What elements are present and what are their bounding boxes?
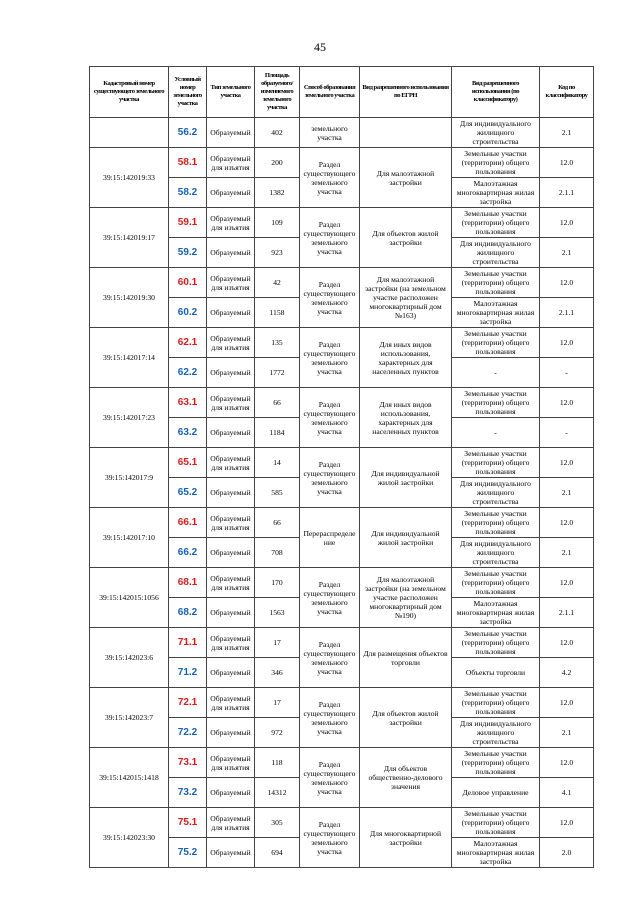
header-permitted-use-classifier: Вид разрешенного использования (по классификатору): [452, 67, 540, 118]
classifier-code: 2.1: [540, 478, 594, 508]
plot-type: Образуемый для изъятия: [207, 748, 255, 778]
conditional-number: 72.2: [169, 718, 207, 748]
formation-method: Раздел существующего земельного участка: [300, 448, 360, 508]
cadastral-number: [90, 118, 169, 148]
plot-type: Образуемый: [207, 538, 255, 568]
formation-method: Раздел существующего земельного участка: [300, 148, 360, 208]
conditional-number: 71.2: [169, 658, 207, 688]
permitted-use-classifier: Земельные участки (территории) общего пользования: [452, 388, 540, 418]
header-plot-type: Тип земельного участка: [207, 67, 255, 118]
classifier-code: 2.1: [540, 538, 594, 568]
classifier-code: 2.1: [540, 118, 594, 148]
permitted-use-classifier: Земельные участки (территории) общего пользования: [452, 148, 540, 178]
table-row: [90, 628, 594, 658]
header-permitted-use-egrn: Вид разрешенного использования по ЕГРН: [360, 67, 452, 118]
plot-type: Образуемый: [207, 238, 255, 268]
plot-area: 170: [255, 568, 300, 598]
formation-method: Раздел существующего земельного участка: [300, 808, 360, 868]
formation-method: Перераспределение: [300, 508, 360, 568]
conditional-number: 73.2: [169, 778, 207, 808]
plot-type: Образуемый для изъятия: [207, 208, 255, 238]
cadastral-number: 39:15:142023:6: [90, 628, 169, 688]
plot-area: 135: [255, 328, 300, 358]
plot-area: 17: [255, 628, 300, 658]
classifier-code: 12.0: [540, 568, 594, 598]
classifier-code: 2.1: [540, 238, 594, 268]
table-row: [90, 688, 594, 718]
permitted-use-classifier: Земельные участки (территории) общего пользования: [452, 328, 540, 358]
permitted-use-classifier: Для индивидуального жилищного строительства: [452, 478, 540, 508]
plot-type: Образуемый для изъятия: [207, 568, 255, 598]
classifier-code: 12.0: [540, 448, 594, 478]
conditional-number: 73.1: [169, 748, 207, 778]
conditional-number: 56.2: [169, 118, 207, 148]
plot-type: Образуемый для изъятия: [207, 328, 255, 358]
plot-area: 1158: [255, 298, 300, 328]
cadastral-number: 39:15:142019:30: [90, 268, 169, 328]
conditional-number: 68.2: [169, 598, 207, 628]
conditional-number: 65.1: [169, 448, 207, 478]
permitted-use-classifier: Для индивидуального жилищного строительства: [452, 238, 540, 268]
conditional-number: 75.2: [169, 838, 207, 868]
table-row: [90, 808, 594, 838]
classifier-code: 12.0: [540, 508, 594, 538]
permitted-use-classifier: Земельные участки (территории) общего пользования: [452, 208, 540, 238]
plot-type: Образуемый для изъятия: [207, 808, 255, 838]
conditional-number: 72.1: [169, 688, 207, 718]
conditional-number: 62.1: [169, 328, 207, 358]
cadastral-number: 39:15:142015:1418: [90, 748, 169, 808]
plot-type: Образуемый: [207, 778, 255, 808]
header-conditional-number: Условный номер земельного участка: [169, 67, 207, 118]
permitted-use-egrn: Для размещения объектов торговли: [360, 628, 452, 688]
plot-area: 66: [255, 508, 300, 538]
classifier-code: 2.1.1: [540, 298, 594, 328]
plot-type: Образуемый: [207, 358, 255, 388]
plot-area: 1184: [255, 418, 300, 448]
table-header-row: [90, 67, 594, 118]
permitted-use-classifier: Объекты торговли: [452, 658, 540, 688]
classifier-code: 2.1.1: [540, 598, 594, 628]
permitted-use-egrn: Для иных видов использования, характерных для населенных пунктов: [360, 388, 452, 448]
cadastral-number: 39:15:142017:14: [90, 328, 169, 388]
plot-area: 14: [255, 448, 300, 478]
permitted-use-classifier: Земельные участки (территории) общего пользования: [452, 568, 540, 598]
plot-area: 14312: [255, 778, 300, 808]
formation-method: Раздел существующего земельного участка: [300, 388, 360, 448]
cadastral-number: 39:15:142017:10: [90, 508, 169, 568]
conditional-number: 68.1: [169, 568, 207, 598]
classifier-code: 2.0: [540, 838, 594, 868]
land-plots-table: [89, 66, 594, 868]
plot-type: Образуемый: [207, 478, 255, 508]
permitted-use-egrn: Для объектов общественно-делового значения: [360, 748, 452, 808]
classifier-code: 2.1: [540, 718, 594, 748]
plot-type: Образуемый: [207, 418, 255, 448]
plot-type: Образуемый: [207, 838, 255, 868]
permitted-use-classifier: -: [452, 358, 540, 388]
plot-area: 118: [255, 748, 300, 778]
header-formation-method: Способ образования земельного участка: [300, 67, 360, 118]
plot-type: Образуемый для изъятия: [207, 688, 255, 718]
permitted-use-egrn: Для иных видов использования, характерных для населенных пунктов: [360, 328, 452, 388]
conditional-number: 65.2: [169, 478, 207, 508]
conditional-number: 75.1: [169, 808, 207, 838]
formation-method: Раздел существующего земельного участка: [300, 268, 360, 328]
permitted-use-classifier: Малоэтажная многоквартирная жилая застройка: [452, 178, 540, 208]
classifier-code: 12.0: [540, 388, 594, 418]
plot-area: 708: [255, 538, 300, 568]
permitted-use-classifier: Малоэтажная многоквартирная жилая застройка: [452, 298, 540, 328]
plot-area: 17: [255, 688, 300, 718]
permitted-use-classifier: Малоэтажная многоквартирная жилая застройка: [452, 598, 540, 628]
table-row: [90, 568, 594, 598]
plot-area: 346: [255, 658, 300, 688]
classifier-code: 12.0: [540, 688, 594, 718]
plot-area: 109: [255, 208, 300, 238]
permitted-use-egrn: [360, 118, 452, 148]
formation-method: Раздел существующего земельного участка: [300, 748, 360, 808]
table-row: [90, 388, 594, 418]
classifier-code: 12.0: [540, 748, 594, 778]
header-area: Площадь образуемого/ изменяемого земельного участка: [255, 67, 300, 118]
permitted-use-classifier: Земельные участки (территории) общего пользования: [452, 508, 540, 538]
table-row: [90, 448, 594, 478]
permitted-use-egrn: Для индивидуальной жилой застройки: [360, 448, 452, 508]
plot-type: Образуемый: [207, 118, 255, 148]
cadastral-number: 39:15:142019:33: [90, 148, 169, 208]
table-row: [90, 268, 594, 298]
conditional-number: 63.2: [169, 418, 207, 448]
permitted-use-classifier: Для индивидуального жилищного строительства: [452, 118, 540, 148]
conditional-number: 66.1: [169, 508, 207, 538]
plot-type: Образуемый: [207, 178, 255, 208]
plot-type: Образуемый: [207, 718, 255, 748]
conditional-number: 62.2: [169, 358, 207, 388]
cadastral-number: 39:15:142017:9: [90, 448, 169, 508]
plot-area: 66: [255, 388, 300, 418]
plot-area: 972: [255, 718, 300, 748]
plot-area: 200: [255, 148, 300, 178]
permitted-use-classifier: Для индивидуального жилищного строительства: [452, 718, 540, 748]
conditional-number: 60.1: [169, 268, 207, 298]
conditional-number: 59.2: [169, 238, 207, 268]
plot-type: Образуемый: [207, 658, 255, 688]
permitted-use-classifier: Земельные участки (территории) общего пользования: [452, 268, 540, 298]
classifier-code: -: [540, 418, 594, 448]
classifier-code: 4.2: [540, 658, 594, 688]
formation-method: Раздел существующего земельного участка: [300, 208, 360, 268]
header-classifier-code: Код по классификатору: [540, 67, 594, 118]
formation-method: Раздел существующего земельного участка: [300, 568, 360, 628]
permitted-use-classifier: -: [452, 418, 540, 448]
plot-area: 42: [255, 268, 300, 298]
classifier-code: 12.0: [540, 628, 594, 658]
permitted-use-classifier: Земельные участки (территории) общего пользования: [452, 628, 540, 658]
classifier-code: -: [540, 358, 594, 388]
table-row: [90, 328, 594, 358]
plot-area: 1382: [255, 178, 300, 208]
permitted-use-egrn: Для малоэтажной застройки: [360, 148, 452, 208]
plot-type: Образуемый для изъятия: [207, 628, 255, 658]
cadastral-number: 39:15:142023:7: [90, 688, 169, 748]
permitted-use-classifier: Деловое управление: [452, 778, 540, 808]
classifier-code: 4.1: [540, 778, 594, 808]
classifier-code: 2.1.1: [540, 178, 594, 208]
classifier-code: 12.0: [540, 808, 594, 838]
plot-type: Образуемый для изъятия: [207, 148, 255, 178]
plot-area: 305: [255, 808, 300, 838]
table-row: [90, 148, 594, 178]
permitted-use-classifier: Земельные участки (территории) общего пользования: [452, 748, 540, 778]
formation-method: Раздел существующего земельного участка: [300, 688, 360, 748]
classifier-code: 12.0: [540, 148, 594, 178]
conditional-number: 59.1: [169, 208, 207, 238]
formation-method: земельного участка: [300, 118, 360, 148]
cadastral-number: 39:15:142019:17: [90, 208, 169, 268]
classifier-code: 12.0: [540, 328, 594, 358]
formation-method: Раздел существующего земельного участка: [300, 628, 360, 688]
plot-type: Образуемый для изъятия: [207, 508, 255, 538]
formation-method: Раздел существующего земельного участка: [300, 328, 360, 388]
permitted-use-egrn: Для объектов жилой застройки: [360, 208, 452, 268]
permitted-use-classifier: Земельные участки (территории) общего пользования: [452, 448, 540, 478]
plot-type: Образуемый для изъятия: [207, 268, 255, 298]
permitted-use-egrn: Для многоквартирной застройки: [360, 808, 452, 868]
permitted-use-egrn: Для индивидуальной жилой застройки: [360, 508, 452, 568]
cadastral-number: 39:15:142017:23: [90, 388, 169, 448]
permitted-use-egrn: Для объектов жилой застройки: [360, 688, 452, 748]
plot-area: 923: [255, 238, 300, 268]
page-number: 45: [314, 40, 326, 54]
plot-type: Образуемый: [207, 298, 255, 328]
permitted-use-egrn: Для малоэтажной застройки (на земельном участке расположен многоквартирный дом №190): [360, 568, 452, 628]
table-row: [90, 208, 594, 238]
table-row: [90, 118, 594, 148]
cadastral-number: 39:15:142015:1056: [90, 568, 169, 628]
plot-type: Образуемый для изъятия: [207, 388, 255, 418]
permitted-use-classifier: Малоэтажная многоквартирная жилая застройка: [452, 838, 540, 868]
conditional-number: 63.1: [169, 388, 207, 418]
conditional-number: 58.1: [169, 148, 207, 178]
header-cadastral-number: Кадастровый номер существующего земельного участка: [90, 67, 169, 118]
plot-area: 1772: [255, 358, 300, 388]
plot-area: 402: [255, 118, 300, 148]
classifier-code: 12.0: [540, 208, 594, 238]
plot-type: Образуемый для изъятия: [207, 448, 255, 478]
plot-type: Образуемый: [207, 598, 255, 628]
plot-area: 1563: [255, 598, 300, 628]
conditional-number: 71.1: [169, 628, 207, 658]
permitted-use-classifier: Земельные участки (территории) общего пользования: [452, 688, 540, 718]
plot-area: 694: [255, 838, 300, 868]
table-row: [90, 508, 594, 538]
permitted-use-egrn: Для малоэтажной застройки (на земельном участке расположен многоквартирный дом №163): [360, 268, 452, 328]
conditional-number: 66.2: [169, 538, 207, 568]
table-row: [90, 748, 594, 778]
permitted-use-classifier: Земельные участки (территории) общего пользования: [452, 808, 540, 838]
cadastral-number: 39:15:142023:30: [90, 808, 169, 868]
plot-area: 585: [255, 478, 300, 508]
conditional-number: 58.2: [169, 178, 207, 208]
conditional-number: 60.2: [169, 298, 207, 328]
classifier-code: 12.0: [540, 268, 594, 298]
permitted-use-classifier: Для индивидуального жилищного строительства: [452, 538, 540, 568]
